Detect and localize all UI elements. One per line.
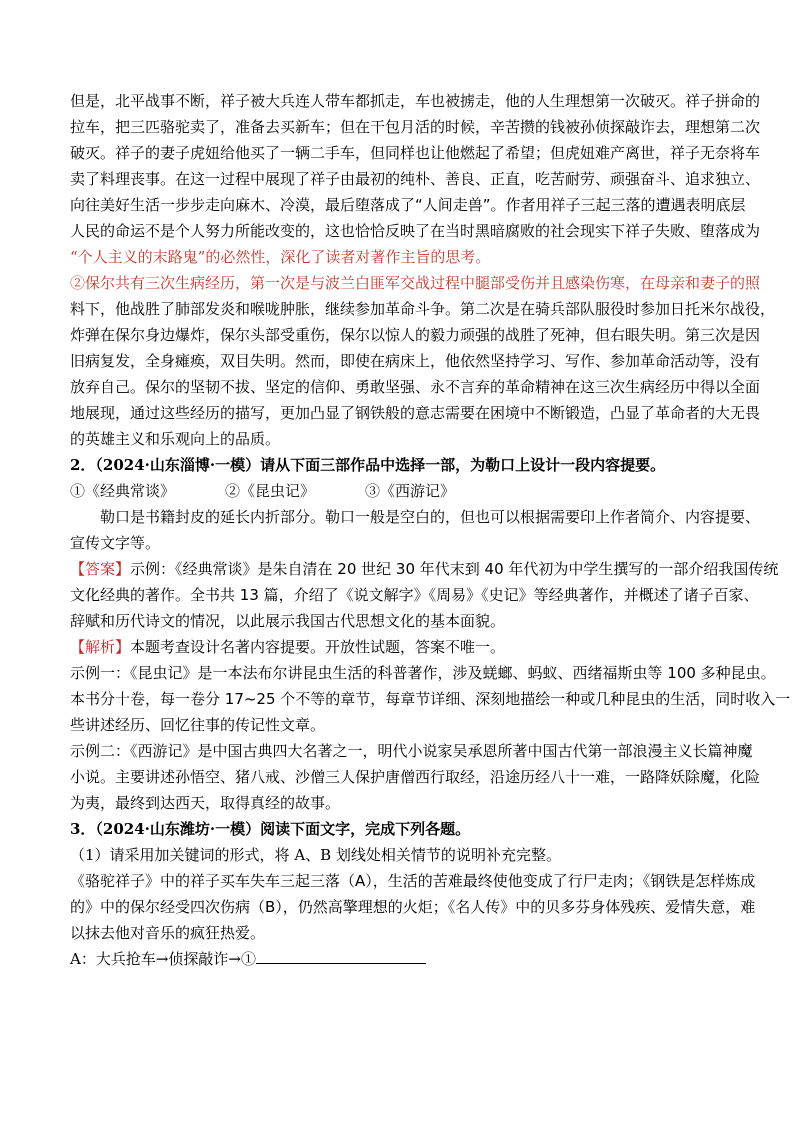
para1-line: 但是，北平战事不断，祥子被大兵连人带车都抓走，车也被掳走，他的人生理想第一次破灭。祥子拼命的 bbox=[70, 92, 761, 110]
example1-line: 本书分十卷，每一卷分 17~25 个不等的章节，每章节详细、深刻地描绘一种或几种昆虫的生活，同时收入一 bbox=[70, 690, 791, 708]
question-3-text: 的》中的保尔经受四次伤病（B），仍然高擎理想的火炬；《名人传》中的贝多芬身体残疾、爱情失意，难 bbox=[70, 898, 756, 916]
example2-line: 小说。主要讲述孙悟空、猪八戒、沙僧三人保护唐僧西行取经，沿途历经八十一难，一路降妖除魔，化险 bbox=[70, 768, 761, 786]
option-3: ③《西游记》 bbox=[365, 482, 456, 500]
question-3-text: 《骆驼祥子》中的祥子买车失车三起三落（A），生活的苦难最终使他变成了行尸走肉；《钢铁是怎样炼成 bbox=[70, 872, 756, 890]
para2-line: 的英雄主义和乐观向上的品质。 bbox=[70, 430, 281, 448]
para2-line: 地展现，通过这些经历的描写，更加凸显了钢铁般的意志需要在困境中不断锻造，凸显了革命者的大无畏 bbox=[70, 404, 761, 422]
para1-line: 拉车，把三匹骆驼卖了，准备去买新车；但在干包月活的时候，辛苦攒的钱被孙侦探敲诈去，理想第二次 bbox=[70, 118, 761, 136]
answer-line: 辞赋和历代诗文的情况，以此展示我国古代思想文化的基本面貌。 bbox=[70, 612, 506, 630]
question-2-desc: 宣传文字等。 bbox=[70, 534, 161, 552]
para1-last-line: “个人主义的末路鬼”的必然性，深化了读者对著作主旨的思考。 bbox=[70, 248, 491, 266]
question-2-options bbox=[70, 478, 730, 504]
example2-line: 示例二：《西游记》是中国古典四大名著之一，明代小说家吴承恩所著中国古代第一部浪漫主义长篇神魔 bbox=[70, 742, 753, 760]
para1-line: 向往美好生活一步步走向麻木、冷漠，最后堕落成了“人间走兽”。作者用祥子三起三落的遭遇表明底层 bbox=[70, 196, 746, 214]
question-2-desc: 勒口是书籍封皮的延长内折部分。勒口一般是空白的，但也可以根据需要印上作者简介、内容提要、 bbox=[100, 508, 761, 526]
question-3-line-a bbox=[70, 946, 730, 972]
para2-first-line: ②保尔共有三次生病经历，第一次是与波兰白匪军交战过程中腿部受伤并且感染伤寒，在母亲和妻子的照 bbox=[70, 274, 761, 292]
para1-line: 人民的命运不是个人努力所能改变的，这也恰恰反映了在当时黑暗腐败的社会现实下祥子失败、堕落成为 bbox=[70, 222, 761, 240]
analysis-text: 本题考查设计名著内容提要。开放性试题，答案不唯一。 bbox=[130, 638, 506, 656]
example1-line: 示例一：《昆虫记》是一本法布尔讲昆虫生活的科普著作，涉及蜣螂、蚂蚁、西绪福斯虫等 100 多种昆虫。 bbox=[70, 664, 776, 682]
example1-line: 些讲述经历、回忆往事的传记性文章。 bbox=[70, 716, 326, 734]
line-a-text: A：大兵抢车→侦探敲诈→① bbox=[70, 950, 256, 968]
para2-line: 料下，他战胜了肺部发炎和喉咙肿胀，继续参加革命斗争。第二次是在骑兵部队服役时参加日托米尔战役， bbox=[70, 300, 776, 318]
question-3-sub: （1）请采用加关键词的形式，将 A、B 划线处相关情节的说明补充完整。 bbox=[70, 846, 561, 864]
document-content bbox=[70, 88, 791, 972]
para2-line: 旧病复发，全身瘫痪，双目失明。然而，即使在病床上，他依然坚持学习、写作、参加革命活动等，没有 bbox=[70, 352, 761, 370]
answer-text: 示例：《经典常谈》是朱自清在 20 世纪 30 年代末到 40 年代初为中学生撰写的一部介绍我国传统 bbox=[130, 560, 779, 578]
question-3-text: 以抹去他对音乐的疯狂热爱。 bbox=[70, 924, 266, 942]
answer-label: 【答案】 bbox=[70, 560, 131, 578]
answer-blank[interactable] bbox=[256, 949, 426, 964]
answer-line: 文化经典的著作。全书共 13 篇，介绍了《说文解字》《周易》《史记》等经典著作，并概述了诸子百家、 bbox=[70, 586, 759, 604]
question-3-title: 3．（2024·山东潍坊·一模）阅读下面文字，完成下列各题。 bbox=[70, 820, 471, 838]
para1-line: 破灭。祥子的妻子虎妞给他买了一辆二手车，但同样也让他燃起了希望；但虎妞难产离世，祥子无奈将车 bbox=[70, 144, 761, 162]
option-1: ①《经典常谈》 bbox=[70, 482, 176, 500]
analysis-label: 【解析】 bbox=[70, 638, 131, 656]
option-2: ②《昆虫记》 bbox=[225, 482, 316, 500]
para2-line: 炸弹在保尔身边爆炸，保尔头部受重伤，保尔以惊人的毅力顽强的战胜了死神，但右眼失明。第三次是因 bbox=[70, 326, 761, 344]
para2-line: 放弃自己。保尔的坚韧不拔、坚定的信仰、勇敢坚强、永不言弃的革命精神在这三次生病经历中得以全面 bbox=[70, 378, 761, 396]
answer-line bbox=[70, 556, 779, 582]
example2-line: 为夷，最终到达西天，取得真经的故事。 bbox=[70, 794, 341, 812]
question-2-title: 2．（2024·山东淄博·一模）请从下面三部作品中选择一部，为勒口上设计一段内容提要。 bbox=[70, 456, 666, 474]
analysis-line bbox=[70, 634, 730, 660]
para1-line: 卖了料理丧事。在这一过程中展现了祥子由最初的纯朴、善良、正直，吃苦耐劳、顽强奋斗、追求独立、 bbox=[70, 170, 761, 188]
